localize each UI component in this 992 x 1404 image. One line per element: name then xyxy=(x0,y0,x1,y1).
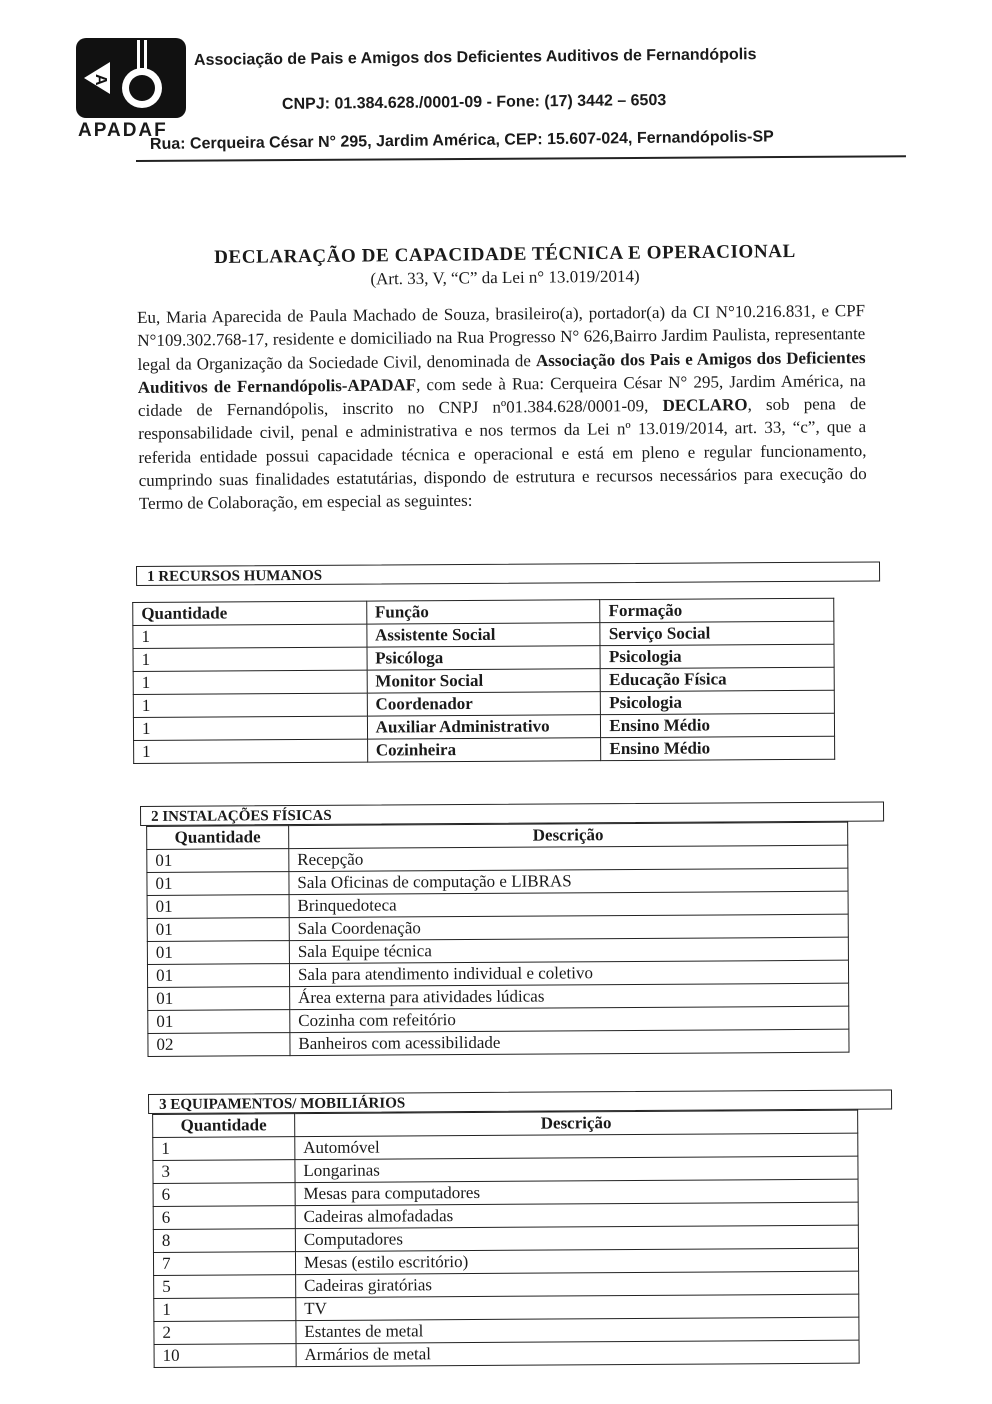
cell-description: Sala para atendimento individual e coletivo xyxy=(289,960,848,986)
cell-description: TV xyxy=(296,1294,859,1320)
cell-training: Serviço Social xyxy=(600,621,834,645)
header-quantidade: Quantidade xyxy=(133,601,367,625)
cell-quantity: 01 xyxy=(148,1010,290,1034)
document-subtitle: (Art. 33, V, “C” da Lei n° 13.019/2014) xyxy=(370,266,640,289)
logo-wordmark: APADAF xyxy=(78,120,168,141)
letterhead-cnpj-phone: CNPJ: 01.384.628./0001-09 - Fone: (17) 3442 – 6503 xyxy=(281,91,667,113)
header-quantidade: Quantidade xyxy=(147,826,289,850)
cell-quantity: 1 xyxy=(153,1137,295,1161)
cell-quantity: 1 xyxy=(133,624,367,648)
facilities-table xyxy=(146,822,849,1057)
letterhead-organization: Associação de Pais e Amigos dos Deficientes Auditivos de Fernandópolis xyxy=(193,46,757,69)
human-resources-table xyxy=(132,598,835,764)
cell-quantity: 01 xyxy=(147,895,289,919)
cell-quantity: 6 xyxy=(153,1206,295,1230)
cell-quantity: 01 xyxy=(148,987,290,1011)
header-descricao: Descrição xyxy=(295,1110,858,1136)
header-quantidade: Quantidade xyxy=(153,1114,295,1138)
cell-description: Mesas para computadores xyxy=(295,1179,858,1205)
cell-quantity: 01 xyxy=(147,964,289,988)
cell-quantity: 1 xyxy=(154,1298,296,1322)
cell-description: Cadeiras almofadadas xyxy=(295,1202,858,1228)
cell-function: Assistente Social xyxy=(367,623,601,647)
para-text-3: , sob pena de responsabilidade civil, penal e administrativa e nos termos da Lei nº 13.019/2014, art. 33, “c”, que a referida entidade possui capacidade técnica e operacional e está em pleno e regular funcionamento, cumprindo suas finalidades estatutárias, dispondo de estrutura e recursos necessários para execução do Termo de Colaboração, em especial as seguintes: xyxy=(138,394,867,514)
cell-quantity: 01 xyxy=(147,872,289,896)
cell-description: Área externa para atividades lúdicas xyxy=(289,983,848,1009)
cell-function: Cozinheira xyxy=(367,738,601,762)
cell-description: Estantes de metal xyxy=(296,1317,859,1343)
cell-description: Cadeiras giratórias xyxy=(295,1271,858,1297)
cell-description: Computadores xyxy=(295,1225,858,1251)
cell-description: Banheiros com acessibilidade xyxy=(290,1029,849,1055)
cell-quantity: 01 xyxy=(147,918,289,942)
table-row xyxy=(134,736,835,763)
section-3-heading: 3 EQUIPAMENTOS/ MOBILIÁRIOS xyxy=(148,1089,892,1114)
para-text-1: Eu, Maria Aparecida de Paula Machado de Souza, brasileiro(a), portador(a) da CI N°10.216.831, e CPF N°109.302.768-17, residente e domiciliado na Rua Progresso N° 626,Bairro Jardim Paulista, representante legal da Organização da Sociedade Civil, denominada de xyxy=(137,301,866,374)
cell-function: Psicóloga xyxy=(367,646,601,670)
cell-description: Longarinas xyxy=(295,1156,858,1182)
apadaf-logo xyxy=(74,36,188,120)
cell-quantity: 5 xyxy=(154,1275,296,1299)
cell-quantity: 1 xyxy=(133,716,367,740)
cell-quantity: 01 xyxy=(147,941,289,965)
para-declaro: DECLARO xyxy=(662,395,748,416)
cell-quantity: 01 xyxy=(147,849,289,873)
para-org-name: Associação dos Pais e Amigos dos Deficientes Auditivos de Fernandópolis-APADAF xyxy=(137,347,866,397)
cell-training: Ensino Médio xyxy=(601,713,835,737)
cell-quantity: 2 xyxy=(154,1321,296,1345)
cell-description: Mesas (estilo escritório) xyxy=(295,1248,858,1274)
cell-quantity: 1 xyxy=(134,739,368,763)
header-descricao: Descrição xyxy=(289,822,848,848)
cell-training: Psicologia xyxy=(600,644,834,668)
cell-quantity: 1 xyxy=(133,647,367,671)
section-3 xyxy=(148,1089,894,1368)
header-formacao: Formação xyxy=(600,598,834,622)
para-text-2: , com sede à Rua: Cerqueira César N° 295, Jardim América, na cidade de Fernandópolis, inscrito no CNPJ nº01.384.628/0001-09, xyxy=(137,370,866,421)
cell-quantity: 10 xyxy=(154,1344,296,1368)
cell-training: Educação Física xyxy=(600,667,834,691)
cell-quantity: 1 xyxy=(133,693,367,717)
declaration-paragraph xyxy=(137,299,867,516)
table-row xyxy=(154,1340,859,1367)
cell-description: Sala Oficinas de computação e LIBRAS xyxy=(289,868,848,894)
cell-quantity: 1 xyxy=(133,670,367,694)
document-title: DECLARAÇÃO DE CAPACIDADE TÉCNICA E OPERACIONAL xyxy=(214,240,796,269)
svg-text:A: A xyxy=(92,74,109,86)
header-funcao: Função xyxy=(366,600,600,624)
letterhead-rule xyxy=(136,155,906,162)
cell-quantity: 3 xyxy=(153,1160,295,1184)
cell-quantity: 8 xyxy=(153,1229,295,1253)
cell-description: Sala Coordenação xyxy=(289,914,848,940)
section-1-heading: 1 RECURSOS HUMANOS xyxy=(136,561,880,586)
cell-description: Brinquedoteca xyxy=(289,891,848,917)
cell-quantity: 02 xyxy=(148,1033,290,1057)
cell-training: Ensino Médio xyxy=(601,736,835,760)
cell-description: Recepção xyxy=(289,845,848,871)
cell-quantity: 7 xyxy=(153,1252,295,1276)
cell-function: Auxiliar Administrativo xyxy=(367,715,601,739)
cell-description: Armários de metal xyxy=(296,1340,859,1366)
cell-description: Sala Equipe técnica xyxy=(289,937,848,963)
cell-description: Cozinha com refeitório xyxy=(290,1006,849,1032)
letterhead-address: Rua: Cerqueira César N° 295, Jardim América, CEP: 15.607-024, Fernandópolis-SP xyxy=(149,128,774,153)
cell-function: Coordenador xyxy=(367,692,601,716)
section-2 xyxy=(140,801,886,1057)
section-1 xyxy=(136,561,881,764)
table-row xyxy=(148,1029,849,1056)
cell-function: Monitor Social xyxy=(367,669,601,693)
section-2-heading: 2 INSTALAÇÕES FÍSICAS xyxy=(140,801,884,826)
equipment-table xyxy=(152,1110,860,1368)
cell-training: Psicologia xyxy=(601,690,835,714)
cell-quantity: 6 xyxy=(153,1183,295,1207)
cell-description: Automóvel xyxy=(295,1133,858,1159)
